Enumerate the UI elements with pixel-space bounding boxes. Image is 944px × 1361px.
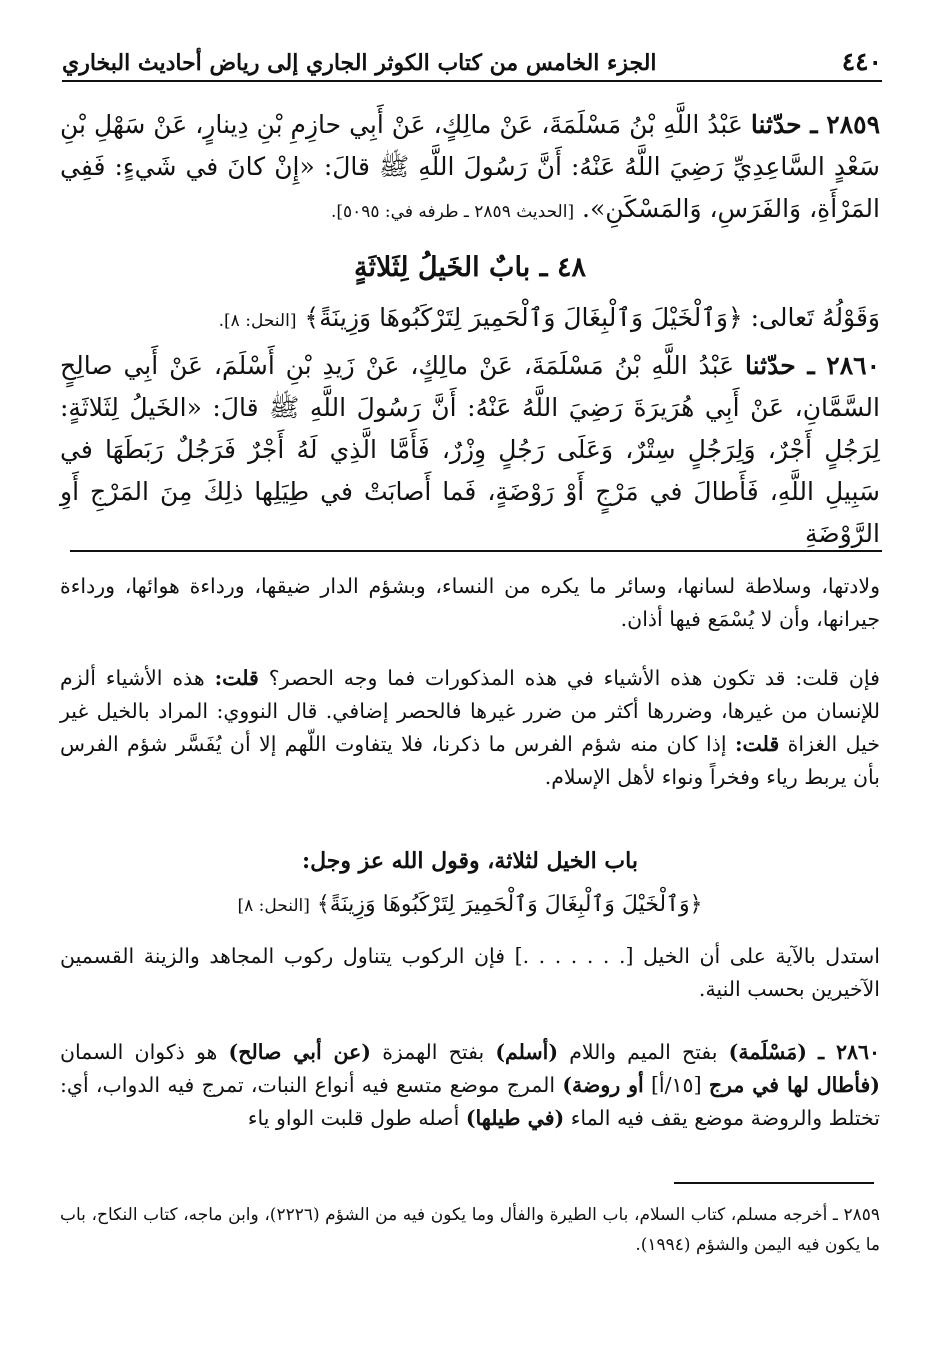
- commentary-text: بفتح الهمزة: [382, 1040, 485, 1064]
- commentary-paragraph: [60, 662, 880, 794]
- commentary-text: أصله طول قلبت الواو ياء: [247, 1106, 460, 1130]
- hadith-reference: [الحديث ٢٨٥٩ ـ طرفه في: ٥٠٩٥].: [330, 202, 575, 222]
- commentary-hadith-number: ٢٨٦٠ ـ: [818, 1040, 880, 1064]
- commentary-keyword: قلت:: [734, 732, 780, 756]
- footnote-divider: [674, 1182, 874, 1184]
- running-title: الجزء الخامس من كتاب الكوثر الجاري إلى رياض أحاديث البخاري: [62, 50, 657, 76]
- verse-intro: وَقَوْلُهُ تَعالى:: [750, 303, 880, 332]
- commentary-keyword: (في طيلها): [465, 1106, 565, 1130]
- commentary-keyword: (عن أبي صالح): [228, 1040, 371, 1064]
- commentary-text: فإن قلت: قد تكون هذه الأشياء في هذه المذكورات فما وجه الحصر؟: [268, 666, 880, 690]
- hadith-number: ٢٨٥٩ ـ حدّثنا: [750, 110, 881, 139]
- chapter-verse-line: [60, 298, 880, 341]
- section-divider: [70, 550, 882, 552]
- commentary-paragraph: استدل بالآية على أن الخيل [. . . . . . .] فإن الركوب يتناول ركوب المجاهد والزينة القسمين الآخيرين بحسب النية.: [60, 944, 880, 1001]
- hadith-text: عَبْدُ اللَّهِ بْنُ مَسْلَمَةَ، عَنْ مالِكٍ، عَنْ زَيدِ بْنِ أَسْلَمَ، عَنْ أَبِي صالِحٍ السَّمَّانِ، عَنْ أَبِي هُرَيرَةَ رَضِيَ اللَّهُ عَنْهُ: أَنَّ رَسُولَ اللَّهِ ﷺ قالَ: «الخَيلُ لِثَلاثَةٍ: لِرَجُلٍ أَجْرٌ، وَلِرَجُلٍ سِتْرٌ، وَعَلَى رَجُلٍ وِزْرٌ، فَأَمَّا الَّذِي لَهُ أَجْرٌ فَرَجُلٌ رَبَطَهَا في سَبِيلِ اللَّهِ، فَأَطالَ في مَرْجٍ أَوْ رَوْضَةٍ، فَما أَصابَتْ في طِيَلِها ذلِكَ مِنَ المَرْجِ أَوِ الرَّوْضَةِ: [60, 351, 880, 548]
- commentary-keyword: (فأطال لها في مرج: [708, 1073, 880, 1097]
- verse-reference: [النحل: ٨]: [237, 896, 310, 916]
- hadith-2860: [60, 345, 880, 555]
- quran-verse: ﴿وَٱلْخَيْلَ وَٱلْبِغَالَ وَٱلْحَمِيرَ لِتَرْكَبُوهَا وَزِينَةً﴾: [304, 303, 743, 332]
- commentary-text: بفتح الميم واللام: [569, 1040, 718, 1064]
- commentary-keyword: أو روضة): [562, 1073, 644, 1097]
- commentary-keyword: (مَسْلَمة): [728, 1040, 807, 1064]
- commentary-chapter-title: باب الخيل لثلاثة، وقول الله عز وجل:: [302, 848, 638, 874]
- commentary-text: هو ذكوان السمان: [60, 1040, 218, 1064]
- commentary-text: هذه الأشياء ألزم للإنسان من غيرها، وضررها أكثر من ضرر غيرها فالحصر إضافي. قال النووي: المراد بالخيل غير خيل الغزاة: [60, 666, 880, 756]
- commentary-verse: [60, 892, 880, 917]
- commentary-paragraph: ولادتها، وسلاطة لسانها، وسائر ما يكره من النساء، وبشؤم الدار ضيقها، ورداءة هوائها، ورداءة جيرانها، وأن لا يُسْمَع فيها أذان.: [60, 574, 880, 631]
- commentary-keyword: قلت:: [214, 666, 259, 690]
- verse-reference: [النحل: ٨].: [218, 311, 297, 331]
- commentary-paragraph: [60, 1036, 880, 1135]
- manuscript-folio-ref: [١٥/أ]: [650, 1073, 702, 1097]
- hadith-text: عَبْدُ اللَّهِ بْنُ مَسْلَمَةَ، عَنْ مالِكٍ، عَنْ أَبِي حازِمِ بْنِ دِينارٍ، عَنْ سَهْلِ بْنِ سَعْدٍ السَّاعِدِيِّ رَضِيَ اللَّهُ عَنْهُ: أَنَّ رَسُولَ اللَّهِ ﷺ قالَ: «إِنْ كانَ في شَيءٍ: فَفِي المَرْأَةِ، وَالفَرَسِ، وَالمَسْكَنِ».: [60, 110, 880, 223]
- commentary-text: إذا كان منه شؤم الفرس ما ذكرنا، فلا يتفاوت اللّهم إلا أن يُفَسَّر شؤم الفرس بأن يربط رياء وفخراً ونواء لأهل الإسلام.: [60, 732, 880, 789]
- hadith-2859: [60, 104, 880, 233]
- chapter-heading: ٤٨ ـ بابٌ الخَيلُ لِثَلاثَةٍ: [354, 252, 586, 283]
- page-number: ٤٤٠: [841, 47, 882, 76]
- quran-verse: ﴿وَٱلْخَيْلَ وَٱلْبِغَالَ وَٱلْحَمِيرَ لِتَرْكَبُوهَا وَزِينَةً﴾: [316, 892, 703, 917]
- commentary-text: المرج موضع متسع فيه أنواع النبات، تمرج فيه الدواب، أي: تختلط والروضة موضع يقف فيه الماء: [60, 1073, 880, 1130]
- footnote: ٢٨٥٩ ـ أخرجه مسلم، كتاب السلام، باب الطيرة والفأل وما يكون فيه من الشؤم (٢٢٢٦)، وابن ماجه، كتاب النكاح، باب ما يكون فيه اليمن والشؤم (١٩٩٤).: [60, 1205, 880, 1255]
- page-header: [62, 42, 882, 82]
- commentary-keyword: (أسلم): [495, 1040, 559, 1064]
- hadith-number: ٢٨٦٠ ـ حدّثنا: [745, 351, 880, 380]
